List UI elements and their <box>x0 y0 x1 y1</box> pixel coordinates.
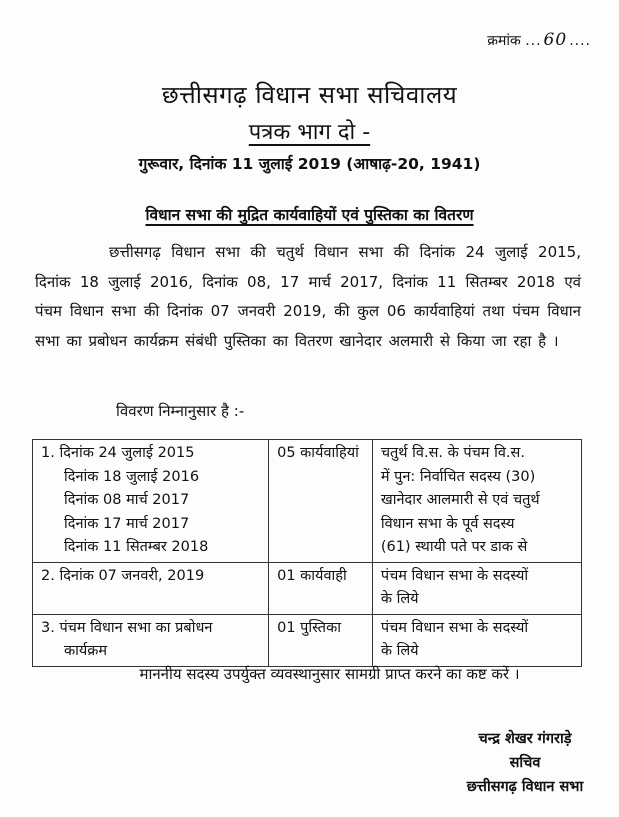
signature-block <box>440 727 610 799</box>
section-heading-text: विधान सभा की मुद्रित कार्यवाहियों एवं पुस्तिका का वितरण <box>145 206 474 224</box>
table-row <box>33 614 582 666</box>
table-row <box>33 440 582 563</box>
page-subtitle <box>0 116 619 146</box>
quantity-cell <box>269 440 373 563</box>
remarks-line: विधान सभा के पूर्व सदस्य <box>380 515 515 532</box>
remarks-line: खानेदार आलमारी से एवं चतुर्थ <box>380 492 540 508</box>
details-intro: विवरण निम्नानुसार है :- <box>116 402 245 420</box>
item-line: दिनांक 17 मार्च 2017 <box>64 515 190 532</box>
distribution-table <box>32 439 582 667</box>
quantity-text: 05 कार्यवाहियां <box>277 445 359 461</box>
serial-value: 60 <box>543 30 568 50</box>
serial-dots-before: ... <box>525 33 542 49</box>
item-line: दिनांक 11 सितम्बर 2018 <box>64 539 209 555</box>
quantity-cell <box>269 562 373 614</box>
page-title: छत्तीसगढ़ विधान सभा सचिवालय <box>161 81 458 109</box>
subtitle-text: पत्रक भाग दो - <box>248 120 371 145</box>
remarks-cell <box>372 614 581 666</box>
dateline: गुरूवार, दिनांक 11 जुलाई 2019 (आषाढ़-20, 1941) <box>138 155 481 173</box>
remarks-line: चतुर्थ वि.स. के पंचम वि.स. <box>380 445 525 461</box>
item-line: 3. पंचम विधान सभा का प्रबोधन <box>41 619 213 636</box>
remarks-cell <box>372 440 581 563</box>
body-paragraph: छत्तीसगढ़ विधान सभा की चतुर्थ विधान सभा की दिनांक 24 जुलाई 2015, दिनांक 18 जुलाई 2016, दिनांक 08, 17 मार्च 2017, दिनांक 11 सितम्बर 2018 एवं पंचम विधान सभा की दिनांक 07 जनवरी 2019, की कुल 06 कार्यवाहियां तथा पंचम विधान सभा का प्रबोधन कार्यक्रम संबंधी पुस्तिका का वितरण खानेदार अलमारी से किया जा रहा है । <box>35 243 581 350</box>
item-line: 1. दिनांक 24 जुलाई 2015 <box>41 445 195 461</box>
remarks-line: में पुन: निर्वाचित सदस्य (30) <box>380 468 536 485</box>
item-cell <box>33 614 269 666</box>
remarks-line: पंचम विधान सभा के सदस्यों <box>380 567 529 584</box>
item-cell <box>33 562 269 614</box>
section-heading <box>0 203 619 225</box>
quantity-text: 01 कार्यवाही <box>277 567 347 584</box>
serial-number <box>487 30 591 50</box>
item-line: 2. दिनांक 07 जनवरी, 2019 <box>41 567 205 584</box>
remarks-line: के लिये <box>380 643 419 659</box>
serial-label: क्रमांक <box>487 33 521 49</box>
item-line: दिनांक 18 जुलाई 2016 <box>64 468 200 485</box>
serial-dots-after: .... <box>569 33 591 49</box>
remarks-cell <box>372 562 581 614</box>
signatory-name: चन्द्र शेखर गंगराड़े <box>478 731 572 747</box>
remarks-line: (61) स्थायी पते पर डाक से <box>380 539 528 555</box>
item-line: दिनांक 08 मार्च 2017 <box>64 492 190 508</box>
quantity-cell <box>269 614 373 666</box>
closing-note: माननीय सदस्य उपर्युक्त व्यवस्थानुसार सामग्री प्राप्त करने का कष्ट करें । <box>139 665 520 683</box>
quantity-text: 01 पुस्तिका <box>277 619 341 636</box>
item-cell <box>33 440 269 563</box>
table-row <box>33 562 582 614</box>
signatory-organization: छत्तीसगढ़ विधान सभा <box>466 779 584 795</box>
remarks-line: के लिये <box>380 591 419 607</box>
remarks-line: पंचम विधान सभा के सदस्यों <box>380 619 529 636</box>
item-line: कार्यक्रम <box>64 643 108 659</box>
signatory-designation: सचिव <box>509 755 541 771</box>
